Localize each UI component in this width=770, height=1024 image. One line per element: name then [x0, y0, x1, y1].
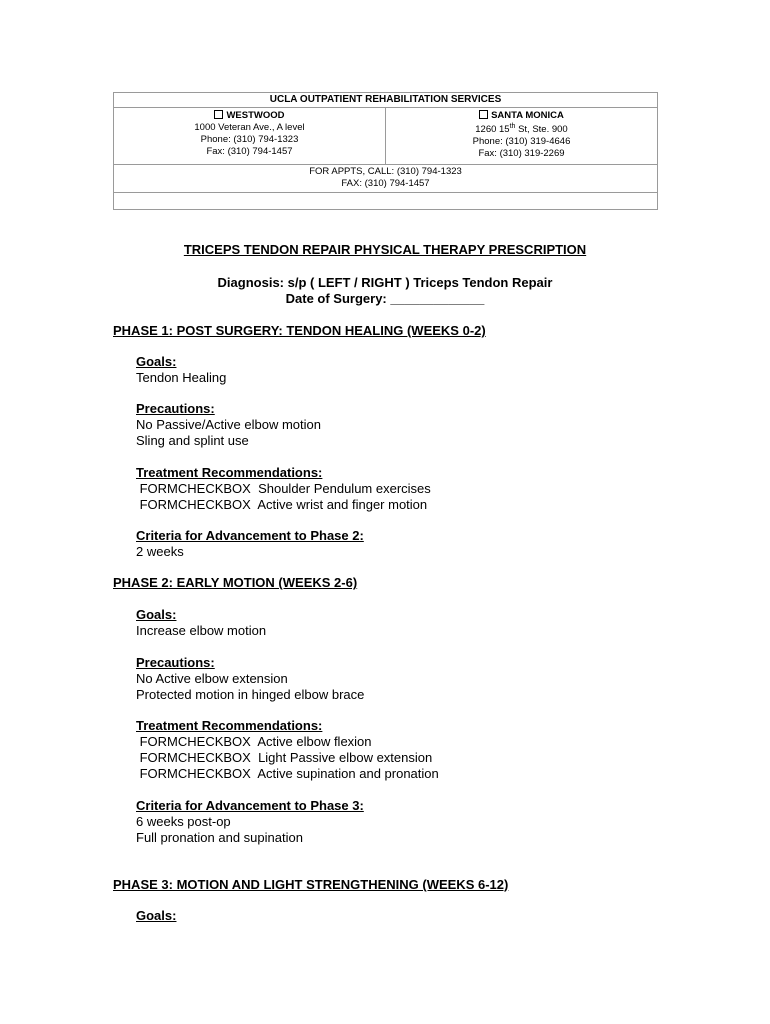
phase1-treatment-item[interactable]: FORMCHECKBOX Shoulder Pendulum exercises [136, 481, 431, 496]
phase1-goals-heading: Goals: [136, 354, 177, 369]
phase2-treatment-item[interactable]: FORMCHECKBOX Active elbow flexion [136, 734, 372, 749]
santa-monica-name: SANTA MONICA [491, 110, 564, 121]
santa-monica-address-street: St, Ste. 900 [515, 124, 568, 135]
westwood-address: 1000 Veteran Ave., A level [194, 122, 305, 133]
phase2-criteria-heading: Criteria for Advancement to Phase 3: [136, 798, 364, 813]
phase2-precaution-item: No Active elbow extension [136, 671, 288, 686]
santa-monica-address [386, 124, 657, 136]
phase1-precaution-item: No Passive/Active elbow motion [136, 417, 321, 432]
phase1-title: PHASE 1: POST SURGERY: TENDON HEALING (WEEKS 0-2) [113, 323, 486, 338]
diagnosis: Diagnosis: s/p ( LEFT / RIGHT ) Triceps Tendon Repair [217, 275, 553, 290]
westwood-checkbox[interactable] [214, 110, 223, 119]
blank-row [114, 193, 658, 210]
header-title: UCLA OUTPATIENT REHABILITATION SERVICES [114, 93, 658, 108]
phase2-precaution-item: Protected motion in hinged elbow brace [136, 687, 365, 702]
appointments-info [114, 165, 658, 193]
santa-monica-checkbox[interactable] [479, 110, 488, 119]
westwood-phone: Phone: (310) 794-1323 [200, 134, 299, 145]
header-table [113, 92, 658, 210]
phase2-goals-heading: Goals: [136, 607, 177, 622]
westwood-location [114, 108, 386, 165]
santa-monica-location [386, 108, 658, 165]
phase2-goal-item: Increase elbow motion [136, 623, 267, 638]
appts-phone: FOR APPTS, CALL: (310) 794-1323 [309, 166, 462, 177]
date-of-surgery: Date of Surgery: _____________ [285, 291, 485, 306]
phase3-goals-heading: Goals: [136, 908, 177, 923]
phase1-criteria [136, 528, 364, 560]
westwood-name: WESTWOOD [226, 110, 285, 121]
phase1-treatment-heading: Treatment Recommendations: [136, 465, 323, 480]
santa-monica-address-sup: th [509, 122, 516, 130]
phase1-goals [136, 354, 226, 386]
santa-monica-phone: Phone: (310) 319-4646 [472, 136, 571, 147]
phase1-precaution-item: Sling and splint use [136, 433, 249, 448]
phase2-treatment [136, 718, 439, 782]
phase3-goals [136, 908, 176, 924]
phase2-precautions-heading: Precautions: [136, 655, 215, 670]
santa-monica-address-number: 1260 15 [475, 124, 510, 135]
westwood-fax: Fax: (310) 794-1457 [206, 146, 293, 157]
phase2-criteria-item: 6 weeks post-op [136, 814, 231, 829]
santa-monica-name-row [386, 110, 657, 122]
phase1-precautions-heading: Precautions: [136, 401, 215, 416]
phase1-treatment-item[interactable]: FORMCHECKBOX Active wrist and finger motion [136, 497, 428, 512]
phase2-precautions [136, 655, 364, 703]
phase2-treatment-item[interactable]: FORMCHECKBOX Active supination and pronation [136, 766, 439, 781]
document-title: TRICEPS TENDON REPAIR PHYSICAL THERAPY PRESCRIPTION [183, 242, 587, 257]
phase1-criteria-item: 2 weeks [136, 544, 184, 559]
phase3-title: PHASE 3: MOTION AND LIGHT STRENGTHENING (WEEKS 6-12) [113, 877, 509, 892]
santa-monica-fax: Fax: (310) 319-2269 [478, 148, 565, 159]
phase2-criteria [136, 798, 364, 846]
phase2-treatment-item[interactable]: FORMCHECKBOX Light Passive elbow extension [136, 750, 433, 765]
phase2-treatment-heading: Treatment Recommendations: [136, 718, 323, 733]
phase1-criteria-heading: Criteria for Advancement to Phase 2: [136, 528, 364, 543]
phase1-precautions [136, 401, 321, 449]
phase1-treatment [136, 465, 431, 513]
appts-fax: FAX: (310) 794-1457 [341, 178, 430, 189]
phase1-goal-item: Tendon Healing [136, 370, 227, 385]
diagnosis-block [0, 275, 770, 307]
phase2-title: PHASE 2: EARLY MOTION (WEEKS 2-6) [113, 575, 358, 590]
phase2-goals [136, 607, 266, 639]
westwood-name-row [114, 110, 385, 122]
phase2-criteria-item: Full pronation and supination [136, 830, 303, 845]
